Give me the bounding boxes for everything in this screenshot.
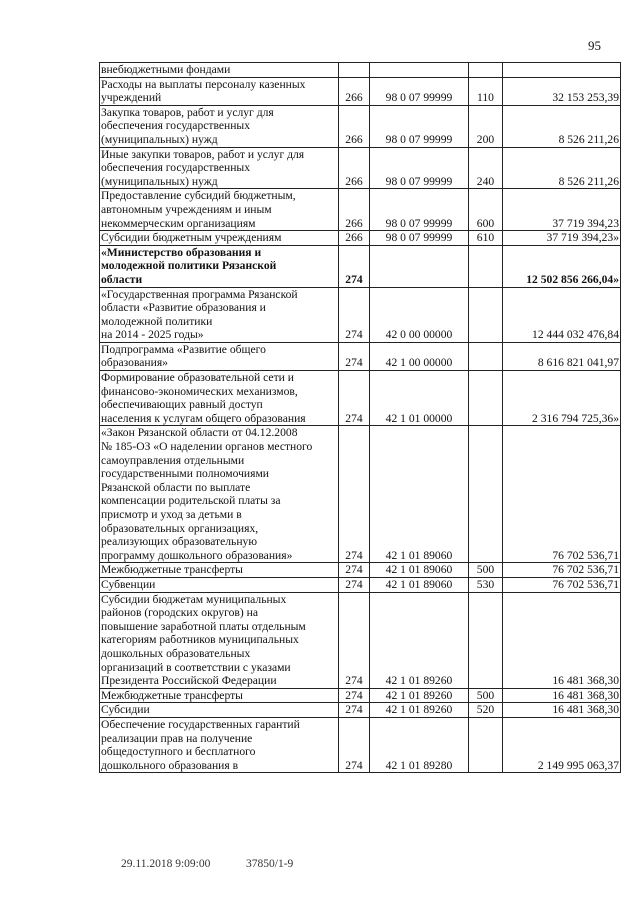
row-csr-cell: 98 0 07 99999 bbox=[370, 147, 469, 189]
row-sum-cell: 37 719 394,23» bbox=[503, 231, 621, 246]
row-csr-cell: 98 0 07 99999 bbox=[370, 231, 469, 246]
budget-table bbox=[99, 62, 621, 773]
row-sum-cell: 2 316 794 725,36» bbox=[503, 371, 621, 426]
row-csr-cell: 42 0 00 00000 bbox=[370, 287, 469, 342]
row-ved-cell: 266 bbox=[339, 189, 370, 231]
row-ved-cell: 266 bbox=[339, 147, 370, 189]
footer-date: 29.11.2018 9:09:00 bbox=[121, 858, 211, 870]
row-csr-cell: 42 1 01 89260 bbox=[370, 688, 469, 703]
row-name-cell: «Государственная программа Рязанской области «Развитие образования и молодежной политики на 2014 - 2025 годы» bbox=[100, 287, 339, 342]
row-vr-cell: 610 bbox=[469, 231, 503, 246]
row-csr-cell: 98 0 07 99999 bbox=[370, 105, 469, 147]
table-row bbox=[100, 426, 621, 563]
row-ved-cell: 274 bbox=[339, 371, 370, 426]
row-csr-cell bbox=[370, 245, 469, 287]
row-csr-cell: 98 0 07 99999 bbox=[370, 189, 469, 231]
table-row bbox=[100, 563, 621, 578]
row-ved-cell: 274 bbox=[339, 426, 370, 563]
table-row bbox=[100, 63, 621, 78]
row-csr-cell: 42 1 01 89280 bbox=[370, 717, 469, 772]
row-sum-cell: 16 481 368,30 bbox=[503, 592, 621, 688]
table-row bbox=[100, 688, 621, 703]
table-row bbox=[100, 77, 621, 105]
row-csr-cell: 98 0 07 99999 bbox=[370, 77, 469, 105]
row-csr-cell: 42 1 01 89260 bbox=[370, 592, 469, 688]
row-name-cell: Субсидии бюджетам муниципальных районов (городских округов) на повышение заработной платы отдельным категориям работников муниципальных дошкольных образовательных организаций в соответствии с указами Президента Российской Федерации bbox=[100, 592, 339, 688]
table-row bbox=[100, 231, 621, 246]
row-vr-cell bbox=[469, 287, 503, 342]
row-vr-cell bbox=[469, 245, 503, 287]
row-vr-cell bbox=[469, 426, 503, 563]
row-name-cell: Межбюджетные трансферты bbox=[100, 688, 339, 703]
row-ved-cell: 274 bbox=[339, 342, 370, 370]
row-ved-cell: 274 bbox=[339, 703, 370, 718]
row-vr-cell bbox=[469, 717, 503, 772]
row-vr-cell: 500 bbox=[469, 563, 503, 578]
row-vr-cell: 520 bbox=[469, 703, 503, 718]
row-csr-cell: 42 1 01 89060 bbox=[370, 563, 469, 578]
row-vr-cell bbox=[469, 342, 503, 370]
row-sum-cell: 76 702 536,71 bbox=[503, 577, 621, 592]
row-ved-cell bbox=[339, 63, 370, 78]
row-csr-cell: 42 1 01 00000 bbox=[370, 371, 469, 426]
budget-table-body bbox=[100, 63, 621, 773]
table-row bbox=[100, 592, 621, 688]
table-row bbox=[100, 703, 621, 718]
row-name-cell: Расходы на выплаты персоналу казенных учреждений bbox=[100, 77, 339, 105]
table-row bbox=[100, 245, 621, 287]
row-sum-cell: 8 616 821 041,97 bbox=[503, 342, 621, 370]
row-sum-cell: 16 481 368,30 bbox=[503, 688, 621, 703]
row-csr-cell bbox=[370, 63, 469, 78]
row-name-cell: Формирование образовательной сети и финансово-экономических механизмов, обеспечивающих равный доступ населения к услугам общего образования bbox=[100, 371, 339, 426]
row-ved-cell: 266 bbox=[339, 77, 370, 105]
row-name-cell: «Министерство образования и молодежной политики Рязанской области bbox=[100, 245, 339, 287]
row-vr-cell: 530 bbox=[469, 577, 503, 592]
row-csr-cell: 42 1 01 89260 bbox=[370, 703, 469, 718]
table-row bbox=[100, 342, 621, 370]
row-name-cell: Предоставление субсидий бюджетным, автономным учреждениям и иным некоммерческим организациям bbox=[100, 189, 339, 231]
table-row bbox=[100, 371, 621, 426]
table-row bbox=[100, 105, 621, 147]
row-sum-cell: 76 702 536,71 bbox=[503, 563, 621, 578]
row-ved-cell: 274 bbox=[339, 287, 370, 342]
row-name-cell: Иные закупки товаров, работ и услуг для обеспечения государственных (муниципальных) нужд bbox=[100, 147, 339, 189]
row-vr-cell bbox=[469, 63, 503, 78]
row-vr-cell bbox=[469, 592, 503, 688]
row-ved-cell: 266 bbox=[339, 105, 370, 147]
row-ved-cell: 274 bbox=[339, 563, 370, 578]
row-vr-cell: 200 bbox=[469, 105, 503, 147]
row-sum-cell: 8 526 211,26 bbox=[503, 105, 621, 147]
row-ved-cell: 274 bbox=[339, 688, 370, 703]
row-vr-cell bbox=[469, 371, 503, 426]
row-csr-cell: 42 1 01 89060 bbox=[370, 577, 469, 592]
table-row bbox=[100, 577, 621, 592]
row-name-cell: «Закон Рязанской области от 04.12.2008 № 185-ОЗ «О наделении органов местного самоуправления отдельными государственными полномочиями Рязанской области по выплате компенсации родительской платы за присмотр и уход за детьми в образовательных организациях, реализующих образовательную программу дошкольного образования» bbox=[100, 426, 339, 563]
table-row bbox=[100, 717, 621, 772]
row-sum-cell: 32 153 253,39 bbox=[503, 77, 621, 105]
row-vr-cell: 500 bbox=[469, 688, 503, 703]
row-ved-cell: 274 bbox=[339, 592, 370, 688]
table-row bbox=[100, 287, 621, 342]
row-name-cell: Обеспечение государственных гарантий реализации прав на получение общедоступного и бесплатного дошкольного образования в bbox=[100, 717, 339, 772]
row-sum-cell: 8 526 211,26 bbox=[503, 147, 621, 189]
row-csr-cell: 42 1 00 00000 bbox=[370, 342, 469, 370]
row-name-cell: внебюджетными фондами bbox=[100, 63, 339, 78]
row-vr-cell: 110 bbox=[469, 77, 503, 105]
row-sum-cell bbox=[503, 63, 621, 78]
row-sum-cell: 12 502 856 266,04» bbox=[503, 245, 621, 287]
row-name-cell: Субвенции bbox=[100, 577, 339, 592]
table-row bbox=[100, 147, 621, 189]
row-sum-cell: 12 444 032 476,84 bbox=[503, 287, 621, 342]
row-sum-cell: 16 481 368,30 bbox=[503, 703, 621, 718]
footer-doc-code: 37850/1-9 bbox=[246, 858, 294, 870]
row-vr-cell: 600 bbox=[469, 189, 503, 231]
table-row bbox=[100, 189, 621, 231]
page-number: 95 bbox=[588, 38, 601, 53]
row-csr-cell: 42 1 01 89060 bbox=[370, 426, 469, 563]
row-ved-cell: 274 bbox=[339, 245, 370, 287]
row-name-cell: Межбюджетные трансферты bbox=[100, 563, 339, 578]
row-sum-cell: 76 702 536,71 bbox=[503, 426, 621, 563]
row-sum-cell: 2 149 995 063,37 bbox=[503, 717, 621, 772]
row-name-cell: Субсидии bbox=[100, 703, 339, 718]
row-ved-cell: 274 bbox=[339, 577, 370, 592]
row-name-cell: Подпрограмма «Развитие общего образования» bbox=[100, 342, 339, 370]
row-sum-cell: 37 719 394,23 bbox=[503, 189, 621, 231]
row-vr-cell: 240 bbox=[469, 147, 503, 189]
row-ved-cell: 274 bbox=[339, 717, 370, 772]
row-name-cell: Закупка товаров, работ и услуг для обеспечения государственных (муниципальных) нужд bbox=[100, 105, 339, 147]
row-name-cell: Субсидии бюджетным учреждениям bbox=[100, 231, 339, 246]
row-ved-cell: 266 bbox=[339, 231, 370, 246]
